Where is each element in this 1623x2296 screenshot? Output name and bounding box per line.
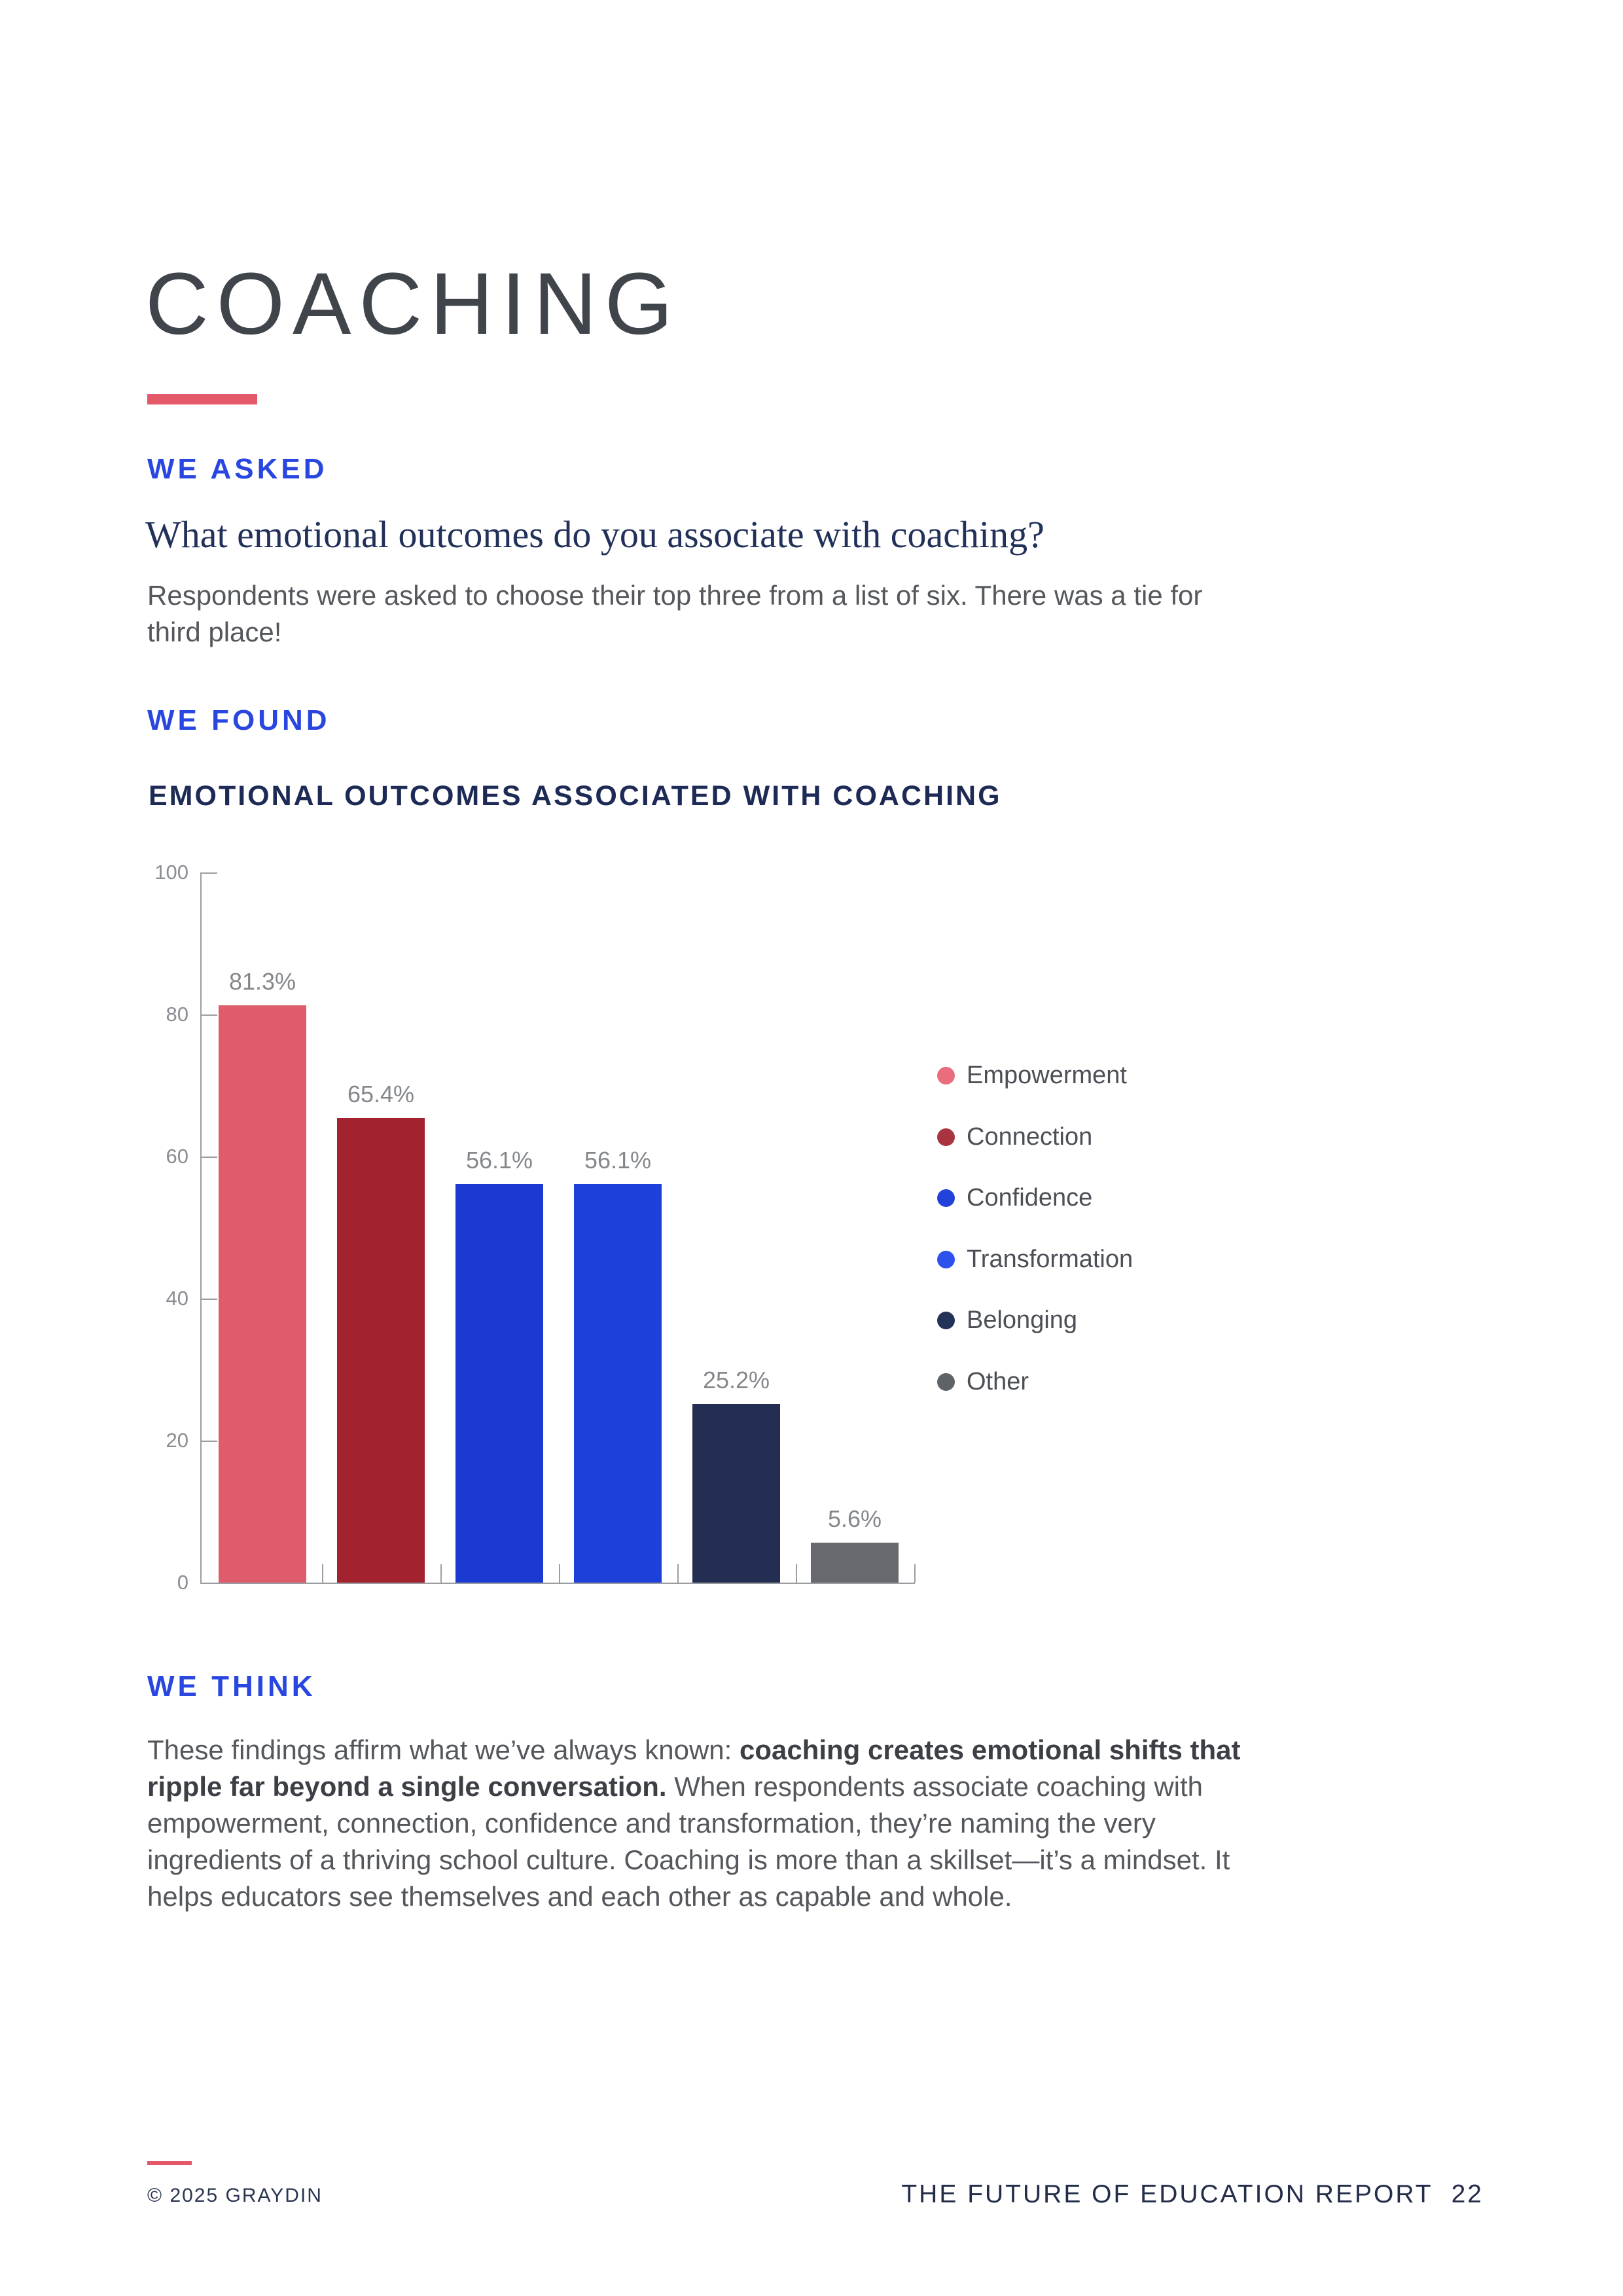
legend-label-belonging: Belonging xyxy=(967,1306,1078,1334)
asked-description: Respondents were asked to choose their top three from a list of six. There was a tie for third place! xyxy=(147,580,1203,647)
x-tick xyxy=(677,1564,679,1583)
bar-value-label: 56.1% xyxy=(465,1147,533,1174)
y-tick-label: 20 xyxy=(166,1429,188,1452)
x-tick xyxy=(559,1564,560,1583)
bar-other xyxy=(811,1543,899,1583)
footer-accent-rule xyxy=(147,2161,192,2165)
survey-question: What emotional outcomes do you associate with coaching? xyxy=(145,513,1044,556)
bar-value-label: 5.6% xyxy=(827,1505,882,1532)
y-tick xyxy=(200,872,217,874)
chart-title: EMOTIONAL OUTCOMES ASSOCIATED WITH COACHING xyxy=(149,780,1002,812)
footer-report-name: THE FUTURE OF EDUCATION REPORT xyxy=(901,2180,1433,2208)
page-title: COACHING xyxy=(145,255,681,353)
y-tick-label: 100 xyxy=(154,861,188,884)
footer-copyright: © 2025 GRAYDIN xyxy=(147,2185,323,2206)
we-think-label: WE THINK xyxy=(147,1670,316,1702)
legend-dot-confidence xyxy=(937,1189,955,1207)
legend-label-transformation: Transformation xyxy=(967,1245,1133,1273)
think-bold-statement: coaching creates emotional shifts that ripple far beyond a single conversation. xyxy=(147,1734,1241,1802)
bar-belonging xyxy=(692,1404,780,1583)
legend-label-other: Other xyxy=(967,1367,1029,1395)
legend-dot-connection xyxy=(937,1128,955,1146)
y-tick-label: 60 xyxy=(166,1145,188,1168)
bar-transformation xyxy=(574,1184,662,1583)
y-tick xyxy=(200,1157,217,1158)
x-tick xyxy=(914,1564,916,1583)
y-axis xyxy=(200,872,202,1583)
think-lead: These findings affirm what we’ve always known: xyxy=(147,1734,740,1765)
bar-connection xyxy=(337,1118,425,1583)
we-found-label: WE FOUND xyxy=(147,704,330,736)
we-asked-label: WE ASKED xyxy=(147,453,328,485)
x-tick xyxy=(322,1564,323,1583)
legend-dot-transformation xyxy=(937,1251,955,1268)
legend-label-empowerment: Empowerment xyxy=(967,1062,1127,1089)
x-axis xyxy=(200,1583,915,1584)
x-tick xyxy=(796,1564,797,1583)
footer-report-title xyxy=(901,2179,1484,2210)
bar-confidence xyxy=(455,1184,543,1583)
legend-label-connection: Connection xyxy=(967,1122,1093,1151)
y-tick-label: 80 xyxy=(166,1003,188,1026)
legend-dot-other xyxy=(937,1373,955,1391)
bar-empowerment xyxy=(219,1005,306,1583)
bar-value-label: 56.1% xyxy=(584,1147,652,1174)
bar-value-label: 25.2% xyxy=(702,1367,770,1393)
title-accent-rule xyxy=(147,394,257,404)
bar-value-label: 81.3% xyxy=(228,968,296,995)
y-tick-label: 40 xyxy=(166,1287,188,1310)
page-number: 22 xyxy=(1451,2180,1484,2208)
y-tick xyxy=(200,1014,217,1016)
y-tick-label: 0 xyxy=(177,1571,188,1594)
legend-dot-belonging xyxy=(937,1312,955,1329)
legend-label-confidence: Confidence xyxy=(967,1184,1093,1211)
bar-value-label: 65.4% xyxy=(347,1081,415,1107)
think-paragraph xyxy=(147,1732,1273,1915)
legend-dot-empowerment xyxy=(937,1067,955,1085)
y-tick xyxy=(200,1441,217,1442)
think-rest: When respondents associate coaching with empowerment, connection, confidence and transformation, they’re naming the very ingredients of a thriving school culture. Coaching is more than a skillset—it’s a mindset. It helps educators see themselves and each other as capable and whole. xyxy=(147,1771,1230,1912)
x-tick xyxy=(440,1564,442,1583)
y-tick xyxy=(200,1299,217,1300)
